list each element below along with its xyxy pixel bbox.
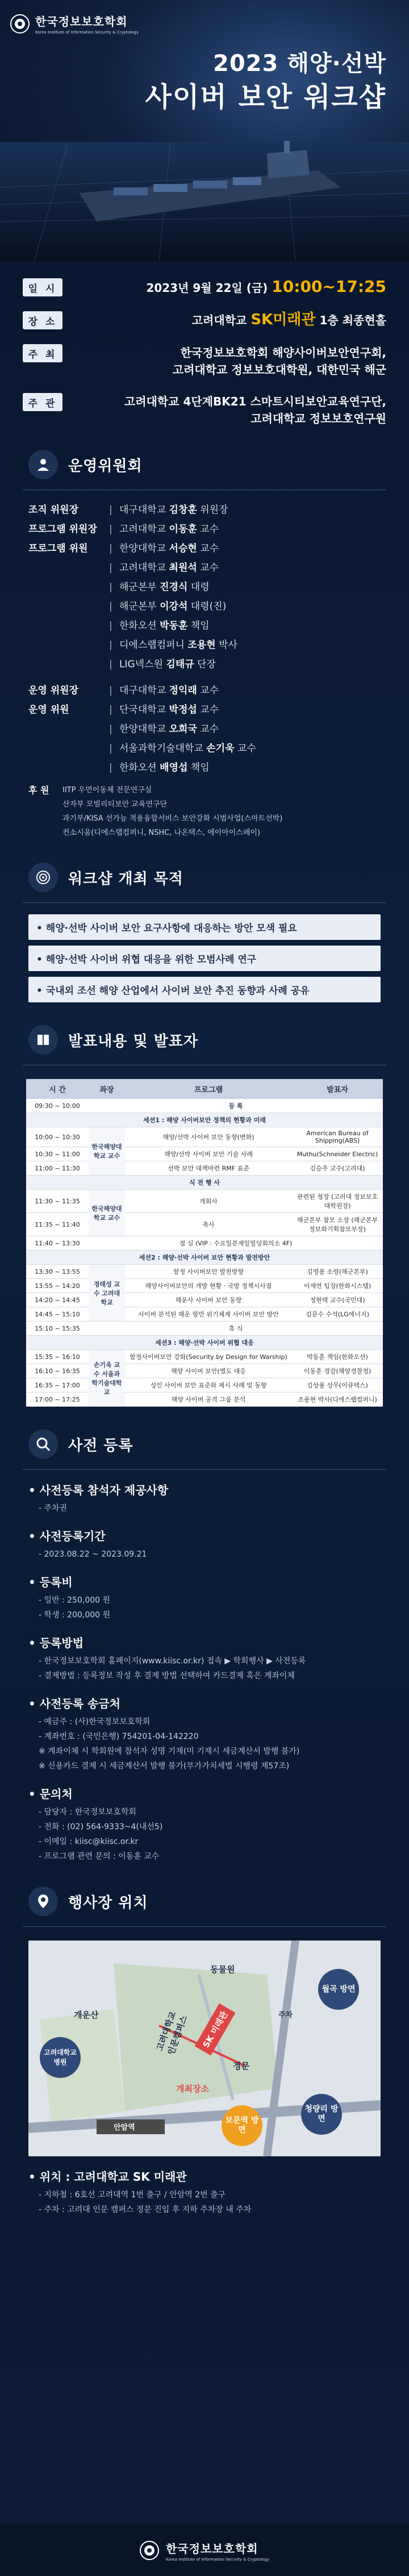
session-title: 세션2 : 해양·선박 사이버 보안 현황과 발전방안 [26,1251,383,1265]
org-name-en: Korea Institute of Information Security & Cryptology [35,30,139,35]
schedule-row [26,1265,383,1279]
footer-logo-icon [140,2541,159,2560]
committee-position: 교수 [237,743,256,754]
registration-line: - 2023.08.22 ~ 2023.09.21 [39,1550,147,1559]
sponsors [28,783,381,840]
committee-position: 교수 [200,704,219,716]
session-program: 해양사이버보안의 개발 현황 · 국방 정책시사점 [125,1279,292,1293]
committee-role: 프로그램 위원 [28,543,88,554]
search-icon [28,1429,58,1459]
sponsors-label: 후 원 [28,785,49,796]
committee-row [28,558,381,578]
committee-row [28,739,381,758]
map-label-gaeunsan: 개운산 [74,2010,99,2020]
ceremony-chair: 한국해양대학교 교수 [89,1190,125,1236]
committee-member [119,539,381,558]
map-label-sk-hall: SK 미래관 [194,2004,235,2056]
ceremony-speaker: 해군본부 참모 소장 (해군본부 정보화기획참모부장) [292,1213,383,1236]
committee-divider-bar: | [109,685,112,696]
schedule-row [26,1190,383,1213]
registration-header [0,1429,409,1459]
session-time: 17:00 ~ 17:25 [26,1392,89,1407]
committee-title: 운영위원회 [68,457,143,475]
registration-line: - 일반 : 250,000 원 [39,1596,111,1605]
committee-name: 배영섭 [160,762,188,773]
committee-position: 대령 [190,582,210,593]
committee-position: 교수 [200,724,219,735]
header-logo [10,12,139,35]
footer-org-en: Korea Institute of Information Security & Cryptology [166,2557,269,2562]
place-label: 장 소 [23,311,62,329]
kiisc-logo-icon [10,14,30,34]
registration-line: - 결제방법 : 등록정보 작성 후 결제 방법 선택하여 카드결제 혹은 계좌이체 [39,1671,295,1680]
committee-header [0,450,409,479]
schedule-row [26,1113,383,1127]
session-speaker: Muthu(Schneider Electric) [292,1147,383,1161]
program-header [0,1025,409,1055]
sponsor-item: 산자부 모빌리티보안 교육연구단 [62,800,168,809]
committee-org: 서울과학기술대학교 [119,743,203,754]
committee-position: 책임 [190,762,210,773]
schedule-row [26,1336,383,1350]
committee-org: LIG넥스원 [119,659,163,670]
sponsor-item: 컨소시움(디에스랩컴퍼니, NSHC, 나온텍스, 에이아이스페이) [62,829,261,837]
session-time: 15:10 ~ 15:35 [26,1322,89,1336]
committee-name: 서승현 [169,543,197,554]
session-program: 성인 사이버 보안 표준화 제시 사례 및 동향 [125,1378,292,1392]
event-info [0,261,409,427]
committee-name: 조용현 [187,639,216,651]
registration-line: - 프로그램 관련 문의 : 이동훈 교수 [39,1852,160,1861]
session-program: 선박 보안 대책마련 RMF 표준 [125,1161,292,1176]
session-speaker: 김문수 수석(LG에너지) [292,1307,383,1322]
committee-org: 대구대학교 [119,504,166,516]
committee-org: 대구대학교 [119,685,166,696]
registration-line: - 계좌번호 : (국민은행) 754201-04-142220 [39,1732,199,1741]
committee-member [119,558,381,578]
committee-gap [28,674,381,681]
sponsor-item: 과기부/KISA 선가능 적용융합서비스 보안강화 시범사업(스마트선박) [62,814,283,823]
registration-block [28,1527,381,1562]
committee-divider-bar: | [109,620,112,632]
book-icon [28,1025,58,1055]
committee-row [28,520,381,539]
committee-divider-bar: | [109,659,112,670]
committee-name: 박동훈 [160,620,188,632]
committee-position: 교수 [200,685,219,696]
committee-member [119,635,381,655]
session-program: 함정사이버보안 강화(Security by Design for Warship) [125,1350,292,1364]
ceremony-time: 11:35 ~ 11:40 [26,1213,89,1236]
schedule-row [26,1364,383,1378]
committee-org: 한양대학교 [119,724,166,735]
committee-role [28,758,109,777]
registration-block [28,1481,381,1516]
committee-role [28,655,109,674]
session-speaker: 이동훈 경감(해양경찰청) [292,1364,383,1378]
committee-divider-bar: | [109,562,112,574]
map-label-zoo: 동물원 [210,1964,235,1975]
session-time: 10:30 ~ 11:00 [26,1147,89,1161]
committee-row [28,720,381,739]
ceremony-program: 개회사 [125,1190,292,1213]
committee-role [28,597,109,616]
committee-divider-bar: | [109,524,112,535]
map-label-campus: 고려대학교 인문캠퍼스 [154,2010,190,2057]
date-value: 2023년 9월 22일 (금) [146,281,268,295]
target-icon [28,863,58,892]
session-chair: 한국해양대학교 교수 [89,1127,125,1176]
opening-text: 등 록 [89,1099,383,1113]
col-time: 시 간 [26,1079,89,1099]
session-speaker: 김영용 소령(해군본부) [292,1265,383,1279]
schedule-row [26,1213,383,1236]
date-label: 일 시 [23,278,62,296]
committee-name: 최원석 [169,562,197,574]
registration-heading: • 사전등록 참석자 제공사항 [28,1481,381,1498]
committee-divider-bar: | [109,639,112,651]
purpose-item: • 해양·선박 사이버 위협 대응을 위한 모범사례 연구 [28,946,381,971]
session-time: 13:55 ~ 14:20 [26,1279,89,1293]
committee-position: 단장 [197,659,216,670]
session-time: 16:35 ~ 17:00 [26,1378,89,1392]
organizer-line-2: 고려대학교 정보보호연구원 [251,412,386,425]
session-speaker: 김승주 교수(고려대) [292,1161,383,1176]
committee-divider-bar: | [109,504,112,516]
session-chair: 정태성 교수 고려대학교 [89,1265,125,1322]
committee-role: 조직 위원장 [28,504,79,516]
schedule-row [26,1392,383,1407]
committee-role [28,558,109,578]
ceremony-time: 11:40 ~ 13:30 [26,1236,89,1251]
registration-block [28,1634,381,1683]
col-program: 프로그램 [125,1079,292,1099]
committee-name: 이강석 [160,601,188,612]
registration-line: ※ 신용카드 결제 시 세금계산서 발행 불가(부가가치세법 시행령 제57조) [39,1762,290,1771]
committee-member [119,597,381,616]
committee-row [28,616,381,635]
committee-member [119,739,381,758]
committee-divider-bar: | [109,743,112,754]
ceremony-program: 축사 [125,1213,292,1236]
committee-name: 오희국 [169,724,197,735]
session-program: 해양 사이버 공격 그룹 분석 [125,1392,292,1407]
sponsors-list [62,783,282,840]
people-icon [28,450,58,479]
venue-parking: - 주차 : 고려대 인문 캠퍼스 정문 진입 후 지하 주차장 내 주차 [39,2205,252,2214]
committee-role [28,616,109,635]
map-pin-icon [28,1887,58,1916]
organizer-line-1: 고려대학교 4단계BK21 스마트시티보안교육연구단, [124,395,386,408]
schedule-row [26,1127,383,1147]
session-program: 해양/선박 사이버 보안 동향(변화) [125,1127,292,1147]
venue-details [0,2156,409,2217]
committee-org: 한화오션 [119,620,157,632]
committee-member [119,700,381,720]
map-label-bomun: 보문역 방면 [222,2105,262,2146]
title-line-1: 2023 해양·선박 [212,51,386,77]
venue-title: 행사장 위치 [68,1894,148,1912]
schedule-row [26,1251,383,1265]
map-label-main-gate: 정문 [233,2061,249,2071]
registration-heading: • 사전등록기간 [28,1527,381,1544]
committee-role [28,739,109,758]
schedule-row [26,1161,383,1176]
purpose-title: 워크샵 개최 목적 [68,870,183,888]
session-program: 해양 사이버 보안(별도 대응 [125,1364,292,1378]
map-label-wolgok: 월곡 방면 [318,1969,359,2010]
session-speaker: 조용현 박사(디에스랩컴퍼니) [292,1392,383,1407]
committee-name: 정익래 [169,685,197,696]
session-speaker: 정현택 교수(국민대) [292,1293,383,1307]
committee-role: 운영 위원 [28,704,69,716]
place-suffix: 1층 최종현홀 [319,313,386,327]
session-time: 10:00 ~ 10:30 [26,1127,89,1147]
committee-org: 해군본부 [119,582,157,593]
info-host-row [23,344,386,378]
committee-row [28,539,381,558]
committee-position: 책임 [190,620,210,632]
map-label-anam-station: 안암역 [114,2123,135,2132]
committee-position: 위원장 [200,504,228,516]
committee-row [28,700,381,720]
committee-name: 이동훈 [169,524,197,535]
purpose-item: • 국내외 조선 해양 산업에서 사이버 보안 추진 동향과 사례 공유 [28,977,381,1002]
registration-line: - 이메일 : kiisc@kiisc.or.kr [39,1837,139,1846]
session-time: 13:30 ~ 13:55 [26,1265,89,1279]
committee-role: 프로그램 위원장 [28,524,97,535]
session-program: 함정 사이버보안 발전방향 [125,1265,292,1279]
venue-location-head: • 위치 : 고려대학교 SK 미래관 [28,2168,381,2184]
registration-line: - 예금주 : (사)한국정보보호학회 [39,1717,151,1726]
committee-member [119,520,381,539]
registration-line: - 학생 : 200,000 원 [39,1611,111,1620]
schedule-row [26,1176,383,1190]
committee-divider-bar: | [109,724,112,735]
committee-member [119,616,381,635]
host-label: 주 최 [23,344,62,362]
schedule-row [26,1099,383,1113]
registration-list [0,1470,409,1864]
session-speaker: 김상용 상무(이큐텍스) [292,1378,383,1392]
session-time: 14:45 ~ 15:10 [26,1307,89,1322]
registration-heading: • 사전등록 송금처 [28,1695,381,1711]
registration-line: - 한국정보보호학회 홈페이지(www.kiisc.or.kr) 접속 ▶ 학회행사 ▶ 사전등록 [39,1657,306,1666]
purpose-header [0,863,409,892]
venue-header [0,1887,409,1916]
committee-org: 해군본부 [119,601,157,612]
ceremony-time: 11:30 ~ 11:35 [26,1190,89,1213]
committee-role [28,720,109,739]
session-time: 14:20 ~ 14:45 [26,1293,89,1307]
registration-line: - 주차권 [39,1504,68,1513]
place-prefix: 고려대학교 [191,313,247,327]
committee-member [119,500,381,520]
committee-row [28,681,381,700]
info-place-row [23,311,386,329]
session-time: 11:00 ~ 11:30 [26,1161,89,1176]
host-line-1: 한국정보보호학회 해양사이버보안연구회, [180,346,386,359]
session-speaker: 박동훈 책임(한화오션) [292,1350,383,1364]
committee-row [28,635,381,655]
purpose-item: • 해양·선박 사이버 보안 요구사항에 대응하는 방안 모색 필요 [28,914,381,940]
committee-org: 디에스랩컴퍼니 [119,639,185,651]
committee-divider-bar: | [109,601,112,612]
committee-org: 고려대학교 [119,562,166,574]
committee-position: 박사 [219,639,237,651]
committee-row [28,500,381,520]
registration-title: 사전 등록 [68,1437,133,1454]
committee-name: 김창훈 [169,504,197,516]
col-speaker: 발표자 [292,1079,383,1099]
map-label-hospital: 고려대학교 병원 [40,2037,81,2078]
venue-map[interactable] [28,1941,381,2156]
program-title: 발표내용 및 발표자 [68,1032,199,1050]
venue-subway: - 지하철 : 6호선 고려대역 1번 출구 / 안암역 2번 출구 [39,2190,226,2199]
committee-row [28,578,381,597]
info-date-row [23,278,386,296]
committee-divider-bar: | [109,582,112,593]
schedule-row [26,1307,383,1322]
committee-member [119,681,381,700]
session-chair: 손기욱 교수 서울과학기술대학교 [89,1350,125,1407]
committee-org: 한화오션 [119,762,157,773]
committee-name: 박정섭 [169,704,197,716]
registration-line: - 담당자 : 한국정보보호학회 [39,1808,136,1817]
registration-line: ※ 계좌이체 시 학회원에 참석자 성명 기재(미 기재시 세금계산서 발행 불가) [39,1747,300,1756]
ceremony-speaker: 관련된 청장 (고려대 정보보호 대학원장) [292,1190,383,1213]
committee-position: 교수 [200,543,219,554]
committee-name: 진경식 [160,582,188,593]
committee-position: 교수 [200,524,219,535]
purpose-list [0,903,409,1002]
session-program: 해운사 사이버 보안 동향 [125,1293,292,1307]
opening-time: 09:30 ~ 10:00 [26,1099,89,1113]
session-time: 16:10 ~ 16:35 [26,1364,89,1378]
footer-org-ko: 한국정보보호학회 [166,2541,258,2556]
ship-illustration [0,108,409,261]
committee-member [119,720,381,739]
registration-heading: • 등록비 [28,1573,381,1590]
session-title: 세션3 : 해양·선박 사이버 위협 대응 [26,1336,383,1350]
schedule-table [26,1079,383,1407]
info-organizer-row [23,393,386,427]
committee-divider-bar: | [109,762,112,773]
session-program: 해양/선박 사이버 보안 기술 사례 [125,1147,292,1161]
committee-org: 한양대학교 [119,543,166,554]
hero-banner [0,0,409,261]
registration-block [28,1785,381,1864]
map-label-cheongnyangni: 청량리 방면 [301,2094,342,2135]
session-speaker: 이재연 팀장(한화시스템) [292,1279,383,1293]
registration-heading: • 문의처 [28,1785,381,1801]
footer [0,2525,409,2576]
schedule-row [26,1293,383,1307]
committee-row [28,758,381,777]
registration-block [28,1695,381,1774]
committee-org: 고려대학교 [119,524,166,535]
committee-role [28,578,109,597]
org-name-ko: 한국정보보호학회 [35,15,128,28]
schedule-row [26,1147,383,1161]
committee-member [119,578,381,597]
schedule-row [26,1322,383,1336]
committee-name: 김태규 [166,659,194,670]
session-speaker: American Bureau of Shipping(ABS) [292,1127,383,1147]
committee-name: 손기욱 [206,743,235,754]
committee-role [28,635,109,655]
committee-role: 운영 위원장 [28,685,79,696]
registration-block [28,1573,381,1622]
session-program: 휴 식 [89,1322,383,1336]
session-title: 세션1 : 해양 사이버보안 정책의 현황과 미래 [26,1113,383,1127]
map-label-venue: 개최장소 [176,2084,209,2094]
committee-divider-bar: | [109,704,112,716]
registration-line: - 전화 : (02) 564-9333~4(내선5) [39,1822,163,1831]
committee-member [119,655,381,674]
registration-heading: • 등록방법 [28,1634,381,1650]
schedule-row [26,1378,383,1392]
committee-position: 대령(진) [190,601,227,612]
organizer-label: 주 관 [23,393,62,411]
committee-member [119,758,381,777]
time-value: 10:00~17:25 [272,277,386,296]
schedule-row [26,1236,383,1251]
committee-position: 교수 [200,562,219,574]
ceremony-title: 식 전 행 사 [26,1176,383,1190]
schedule-row [26,1350,383,1364]
ceremony-program: 점 심 (VIP : 수요일분재일빌딩회의소 4F) [89,1236,383,1251]
sponsor-item: IITP 우먼이동체 전문연구실 [62,786,152,794]
committee-row [28,597,381,616]
col-chair: 좌장 [89,1079,125,1099]
committee-divider-bar: | [109,543,112,554]
committee-org: 단국대학교 [119,704,166,716]
title-line-2: 사이버 보안 워크샵 [145,81,386,113]
committee-list [0,490,409,840]
map-label-parking: 주차 [278,2011,293,2019]
place-accent: SK미래관 [251,311,316,328]
host-line-2: 고려대학교 정보보호대학원, 대한민국 해군 [172,363,386,377]
session-time: 15:35 ~ 16:10 [26,1350,89,1364]
venue-divider [23,1926,386,1927]
committee-row [28,655,381,674]
schedule-row [26,1279,383,1293]
session-program: 사이버 분석된 해운 항만 위기체계 사이버 보안 방안 [125,1307,292,1322]
